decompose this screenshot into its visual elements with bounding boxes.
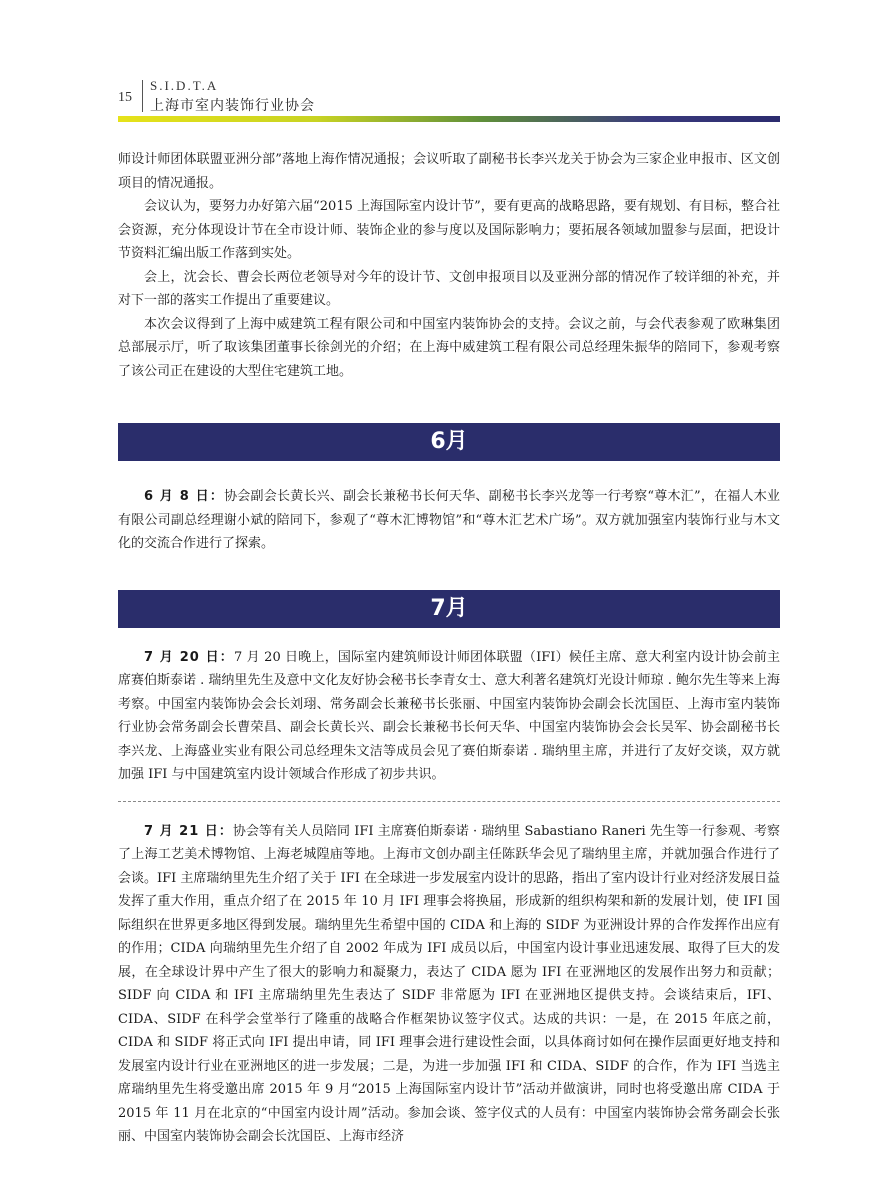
june-entry-text: 协会副会长黄长兴、副会长兼秘书长何天华、副秘书长李兴龙等一行考察“尊木汇”，在福人木业有限公司副总经理谢小斌的陪同下，参观了“尊木汇博物馆”和“尊木汇艺术广场”。双方就加强室内装饰行业与木文化的交流合作进行了探索。	[118, 489, 781, 551]
header-org-name: 上海市室内装饰行业协会	[150, 98, 315, 114]
page-number: 15	[118, 90, 132, 105]
july-entry-2	[118, 820, 780, 1149]
header-brand: S.I.D.T.A	[150, 78, 219, 93]
page-content	[118, 148, 780, 1149]
july-entry-2-text: 协会等有关人员陪同 IFI 主席赛伯斯泰诺 · 瑞纳里 Sabastiano Raneri 先生等一行参观、考察了上海工艺美术博物馆、上海老城隍庙等地。上海市文创办副主任陈跃华会见了瑞纳里主席，并就加强合作进行了会谈。IFI 主席瑞纳里先生介绍了关于 IFI 在全球进一步发展室内设计的思路，指出了室内设计行业对经济发展日益发挥了重大作用，重点介绍了在 2015 年 10 月 IFI 理事会将换届，形成新的组织构架和新的发展计划，使 IFI 国际组织在世界更多地区得到发展。瑞纳里先生希望中国的 CIDA 和上海的 SIDF 为亚洲设计界的合作发挥作出应有的作用；CIDA 向瑞纳里先生介绍了自 2002 年成为 IFI 成员以后，中国室内设计事业迅速发展、取得了巨大的发展，在全球设计界中产生了很大的影响力和凝聚力，表达了 CIDA 愿为 IFI 在亚洲地区的发展作出努力和贡献；SIDF 向 CIDA 和 IFI 主席瑞纳里先生表达了 SIDF 非常愿为 IFI 在亚洲地区提供支持。会谈结束后，IFI、CIDA、SIDF 在科学会堂举行了隆重的战略合作框架协议签字仪式。达成的共识：一是，在 2015 年底之前，CIDA 和 SIDF 将正式向 IFI 提出申请，同 IFI 理事会进行建设性会面，以具体商讨如何在操作层面更好地支持和发展室内设计行业在亚洲地区的进一步发展；二是，为进一步加强 IFI 和 CIDA、SIDF 的合作，作为 IFI 当选主席瑞纳里先生将受邀出席 2015 年 9 月“2015 上海国际室内设计节”活动并做演讲，同时也将受邀出席 CIDA 于 2015 年 11 月在北京的“中国室内设计周”活动。参加会谈、签字仪式的人员有：中国室内装饰协会常务副会长张丽、中国室内装饰协会副会长沈国臣、上海市经济	[118, 823, 781, 1144]
july-entry-1	[118, 646, 780, 787]
intro-paragraph: 会议认为，要努力办好第六届“2015 上海国际室内设计节”，要有更高的战略思路，要有规划、有目标，整合社会资源，充分体现设计节在全市设计师、装饰企业的参与度以及国际影响力；要拓展各领域加盟参与层面，把设计节资料汇编出版工作落到实处。	[118, 199, 780, 261]
june-entry	[118, 485, 780, 556]
june-banner: 6月	[118, 423, 780, 461]
intro-paragraph: 师设计师团体联盟亚洲分部”落地上海作情况通报；会议听取了副秘书长李兴龙关于协会为三家企业申报市、区文创项目的情况通报。	[118, 152, 780, 191]
june-entry-date: 6 月 8 日：	[144, 489, 225, 504]
page-header	[118, 78, 780, 124]
july-banner: 7月	[118, 590, 780, 628]
intro-paragraph: 会上，沈会长、曹会长两位老领导对今年的设计节、文创申报项目以及亚洲分部的情况作了较详细的补充，并对下一部的落实工作提出了重要建议。	[118, 269, 780, 308]
july-entry-1-text: 7 月 20 日晚上，国际室内建筑师设计师团体联盟（IFI）候任主席、意大利室内设计协会前主席赛伯斯泰诺 . 瑞纳里先生及意中文化友好协会秘书长李青女士、意大利著名建筑灯光设计师琼 . 鲍尔先生等来上海考察。中国室内装饰协会会长刘珝、常务副会长兼秘书长张丽、中国室内装饰协会副会长沈国臣、上海市室内装饰行业协会常务副会长曹荣昌、副会长黄长兴、副会长兼秘书长何天华、中国室内装饰协会会长吴军、协会副秘书长李兴龙、上海盛业实业有限公司总经理朱文洁等成员会见了赛伯斯泰诺 . 瑞纳里主席，并进行了友好交谈，双方就加强 IFI 与中国建筑室内设计领域合作形成了初步共识。	[118, 649, 780, 782]
header-gradient-bar	[118, 116, 780, 122]
july-entry-2-date: 7 月 21 日：	[144, 823, 233, 839]
dashed-divider	[118, 801, 780, 802]
header-divider	[142, 80, 143, 112]
intro-paragraph: 本次会议得到了上海中威建筑工程有限公司和中国室内装饰协会的支持。会议之前，与会代表参观了欧琳集团总部展示厅，听了取该集团董事长徐剑光的介绍；在上海中威建筑工程有限公司总经理朱振华的陪同下，参观考察了该公司正在建设的大型住宅建筑工地。	[118, 316, 780, 379]
july-entry-1-date: 7 月 20 日：	[144, 649, 234, 665]
